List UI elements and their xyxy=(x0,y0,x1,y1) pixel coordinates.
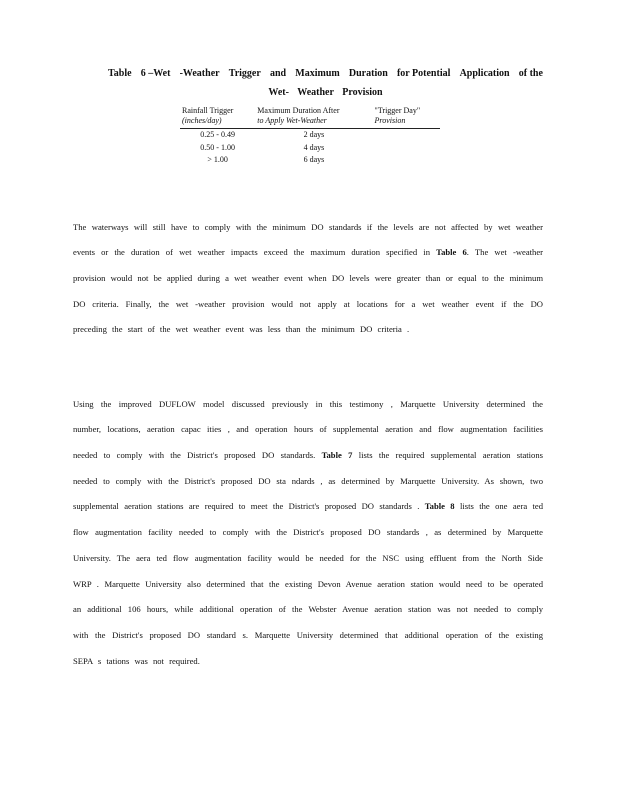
paragraph-text: Using the improved DUFLOW model discussed previously in this testimony , Marquette University determined the number, locations, aeration capac ities , and operation hours of supplemental aeration and flow augmentation facilities needed to comply with the District's proposed DO standards. xyxy=(73,398,543,460)
table-caption xyxy=(108,64,543,102)
caption-word: and xyxy=(269,68,287,79)
paragraph-marquette-analysis xyxy=(73,392,543,675)
header-sub: Provision xyxy=(374,116,406,125)
caption-word: -Weather xyxy=(179,68,220,79)
paragraph-wet-weather-provision xyxy=(73,215,543,344)
table-row xyxy=(180,129,440,142)
caption-word: Application xyxy=(459,68,510,79)
paragraph-text: . The wet -weather provision would not be applied during a wet weather event when DO levels were greater than or equal to the minimum DO criteria. Finally, the wet -weather provision would not apply at locations for a wet weather event if the DO preceding the start of the wet weather event was less than the minimum DO criteria . xyxy=(73,247,544,335)
paragraph-text: lists the required supplemental aeration stations needed to comply with the District's proposed DO sta ndards , as determined by Marquette University. As shown, two supplemental aeration stations are required to meet the District's proposed DO standards . xyxy=(73,450,543,512)
header-rainfall-trigger xyxy=(180,106,255,129)
caption-word: for Potential xyxy=(396,68,451,79)
duration-cell: 6 days xyxy=(303,155,325,164)
header-trigger-day xyxy=(373,106,440,129)
caption-word: Trigger xyxy=(228,68,261,79)
caption-word: Maximum xyxy=(295,68,340,79)
duration-cell: 2 days xyxy=(303,130,325,139)
empty-cell xyxy=(373,142,440,155)
empty-cell xyxy=(373,154,440,167)
paragraph-text: lists the one aera ted flow augmentation facility needed to comply with the District's proposed DO standards , as determined by Marquette University. The aera ted flow augmentation facility would be needed for the NSC using effluent from the North Side WRP . Marquette University also determined that the existing Devon Avenue aeration station would need to be operated an additional 106 hours, while additional operation of the Webster Avenue aeration station was not needed to comply with the District's proposed DO standard s. Marquette University determined that additional operation of the existing SEPA s tations was not required. xyxy=(73,501,544,666)
empty-cell xyxy=(373,129,440,142)
header-main: Rainfall Trigger xyxy=(182,106,234,115)
rainfall-cell: > 1.00 xyxy=(207,155,228,164)
paragraph-text: The waterways will still have to comply with the minimum DO standards if the levels are not affected by wet weather events or the duration of wet weather impacts exceed the maximum duration specified in xyxy=(73,221,543,258)
rainfall-cell: 0.25 - 0.49 xyxy=(200,130,235,139)
header-maximum-duration xyxy=(255,106,372,129)
caption-line-2: Wet- Weather Provision xyxy=(268,87,383,98)
caption-line-1 xyxy=(108,64,543,83)
caption-word: Table xyxy=(108,68,132,79)
caption-word: of the xyxy=(518,68,543,79)
header-sub: to Apply Wet-Weather xyxy=(257,116,327,125)
header-main: "Trigger Day" xyxy=(374,106,421,115)
table-header-row xyxy=(180,106,440,129)
table-reference: Table 7 xyxy=(321,450,353,460)
table-reference: Table 8 xyxy=(424,501,455,512)
rainfall-trigger-table xyxy=(180,106,440,167)
table-row xyxy=(180,142,440,155)
rainfall-cell: 0.50 - 1.00 xyxy=(200,142,235,152)
duration-cell: 4 days xyxy=(303,142,325,152)
header-sub: (inches/day) xyxy=(182,116,222,125)
caption-word: 6 –Wet xyxy=(140,68,171,79)
caption-word: Duration xyxy=(348,68,388,79)
table-row xyxy=(180,154,440,167)
header-main: Maximum Duration After xyxy=(257,106,340,115)
table-reference: Table 6 xyxy=(436,247,467,258)
